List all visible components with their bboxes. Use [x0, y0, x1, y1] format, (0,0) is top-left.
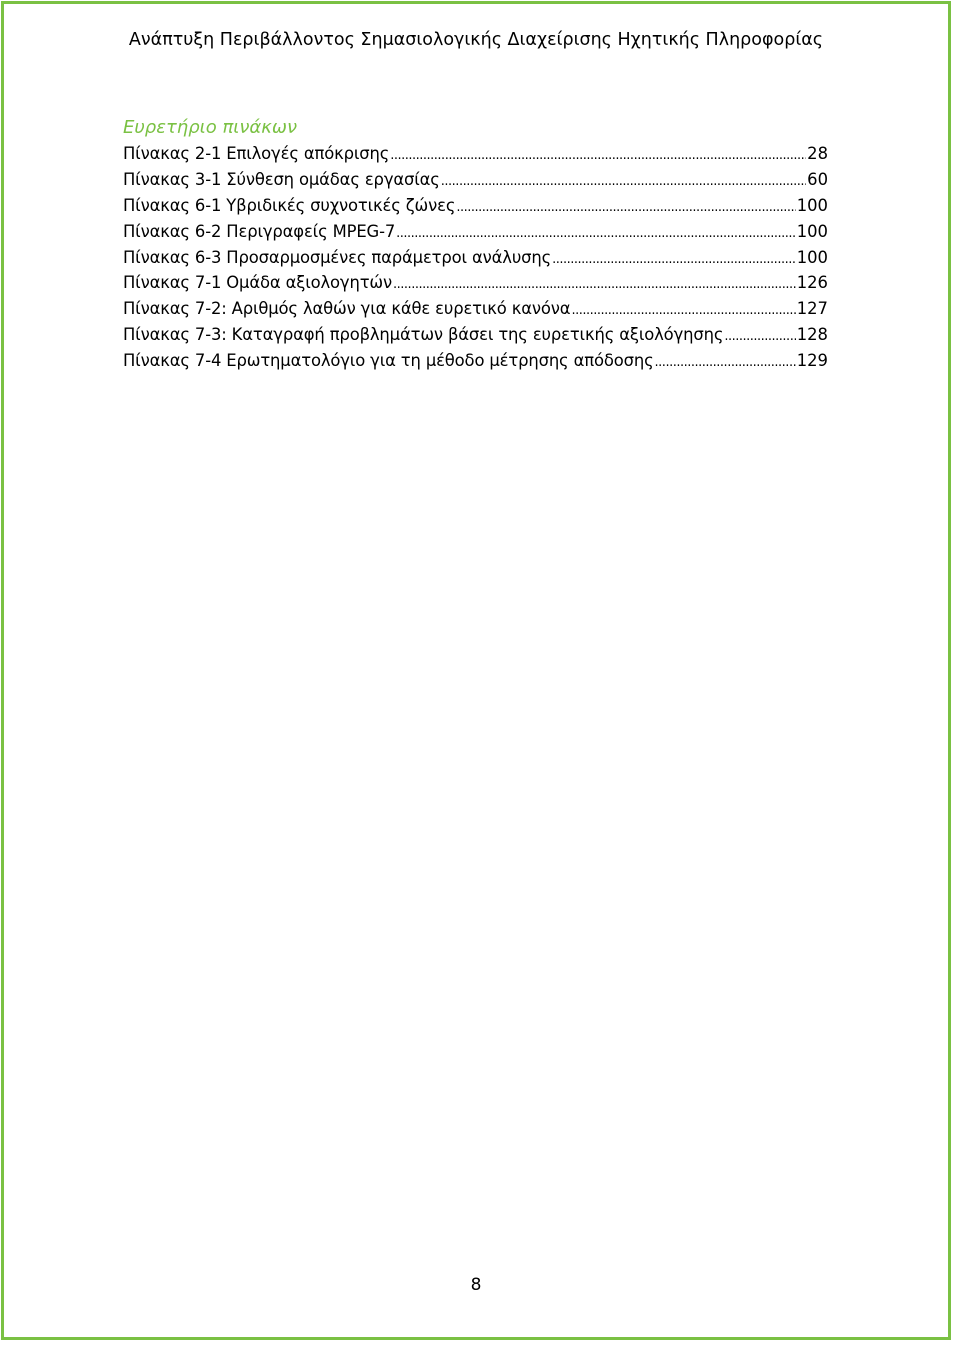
- toc-entry-page: 100: [796, 247, 828, 267]
- toc-entry-label: Πίνακας 7-4 Ερωτηματολόγιο για τη μέθοδο μέτρησης απόδοσης: [123, 351, 654, 371]
- toc-entry[interactable]: [123, 219, 828, 245]
- dot-leader: [456, 193, 795, 221]
- dot-leader: [571, 296, 795, 324]
- running-header: Ανάπτυξη Περιβάλλοντος Σημασιολογικής Διαχείρισης Ηχητικής Πληροφορίας: [128, 30, 824, 50]
- toc-entry-label: Πίνακας 7-2: Αριθμός λαθών για κάθε ευρετικό κανόνα: [123, 299, 571, 319]
- table-of-tables: [123, 114, 828, 374]
- toc-entry-page: 127: [796, 299, 828, 319]
- dot-leader: [655, 348, 796, 376]
- toc-entry-page: 128: [796, 325, 828, 345]
- page-number: 8: [470, 1275, 482, 1295]
- toc-entry-page: 100: [796, 221, 828, 241]
- toc-entry[interactable]: [123, 296, 828, 322]
- toc-entry-label: Πίνακας 3-1 Σύνθεση ομάδας εργασίας: [123, 169, 440, 189]
- toc-entry[interactable]: [123, 245, 828, 271]
- toc-entry-page: 60: [807, 169, 828, 189]
- toc-entry-page: 126: [796, 273, 828, 293]
- toc-entry-label: Πίνακας 7-3: Καταγραφή προβλημάτων βάσει της ευρετικής αξιολόγησης: [123, 325, 724, 345]
- toc-entry-label: Πίνακας 6-1 Υβριδικές συχνοτικές ζώνες: [123, 195, 456, 215]
- dot-leader: [724, 322, 795, 350]
- toc-entry-label: Πίνακας 7-1 Ομάδα αξιολογητών: [123, 273, 393, 293]
- toc-entry-page: 100: [796, 195, 828, 215]
- toc-entry-label: Πίνακας 6-3 Προσαρμοσμένες παράμετροι ανάλυσης: [123, 247, 552, 267]
- toc-entry[interactable]: [123, 167, 828, 193]
- dot-leader: [552, 245, 796, 273]
- dot-leader: [396, 219, 796, 247]
- toc-entry-label: Πίνακας 6-2 Περιγραφείς MPEG-7: [123, 221, 396, 241]
- dot-leader: [441, 167, 806, 195]
- toc-title: Ευρετήριο πινάκων: [123, 117, 298, 138]
- toc-entry-page: 28: [807, 144, 828, 163]
- toc-entry[interactable]: [123, 270, 828, 296]
- toc-entry-label: Πίνακας 2-1 Επιλογές απόκρισης: [123, 144, 390, 163]
- toc-entry-page: 129: [796, 351, 828, 371]
- toc-entry[interactable]: [123, 322, 828, 348]
- toc-entry[interactable]: [123, 348, 828, 374]
- toc-entry[interactable]: [123, 193, 828, 219]
- dot-leader: [390, 141, 806, 169]
- dot-leader: [393, 270, 796, 298]
- toc-entry[interactable]: [123, 141, 828, 167]
